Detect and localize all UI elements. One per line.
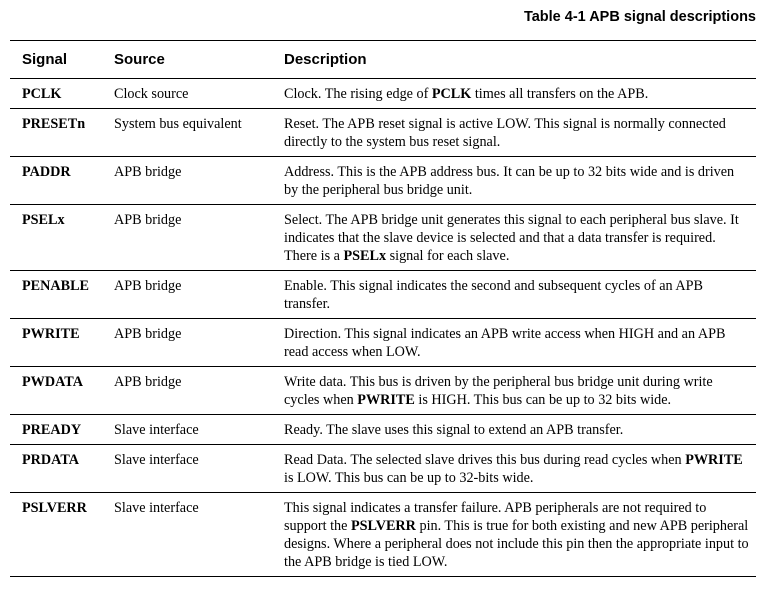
signal-source: APB bridge (102, 319, 272, 367)
table-row (10, 79, 756, 109)
signal-source: Slave interface (102, 415, 272, 445)
description-text: Address. This is the APB address bus. It can be up to 32 bits wide and is driven by the peripheral bus bridge unit. (284, 164, 735, 198)
signal-description (272, 493, 756, 577)
description-text: Enable. This signal indicates the second and subsequent cycles of an APB transfer. (284, 278, 703, 312)
signal-source: APB bridge (102, 271, 272, 319)
signal-name: PCLK (10, 79, 102, 109)
description-text: is HIGH. This bus can be up to 32 bits wide. (414, 392, 672, 408)
description-text: Direction. This signal indicates an APB write access when HIGH and an APB read access when LOW. (284, 326, 726, 360)
description-text: Clock. The rising edge of (284, 86, 432, 102)
description-text: Reset. The APB reset signal is active LOW. This signal is normally connected directly to the system bus reset signal. (284, 116, 726, 150)
table-row (10, 445, 756, 493)
signal-source: APB bridge (102, 367, 272, 415)
table-row (10, 367, 756, 415)
signal-description (272, 79, 756, 109)
header-source: Source (102, 41, 272, 79)
signal-description (272, 205, 756, 271)
signal-name: PENABLE (10, 271, 102, 319)
signal-source: Slave interface (102, 445, 272, 493)
signal-description (272, 445, 756, 493)
description-text: signal for each slave. (386, 248, 510, 264)
signal-source: APB bridge (102, 157, 272, 205)
table-caption: Table 4-1 APB signal descriptions (523, 9, 756, 25)
table-row (10, 109, 756, 157)
table-row (10, 319, 756, 367)
signal-source: Clock source (102, 79, 272, 109)
signal-source: APB bridge (102, 205, 272, 271)
signal-name: PSELx (10, 205, 102, 271)
description-text: pin. This is true for both existing and new APB peripheral designs. Where a peripheral does not include this pin then the appropriate input to the APB bridge is tied LOW. (284, 518, 749, 570)
description-text: This signal indicates a transfer failure. APB peripherals are not required to support the (284, 500, 707, 534)
signal-name: PWDATA (10, 367, 102, 415)
signal-name: PSLVERR (10, 493, 102, 577)
signal-name: PRDATA (10, 445, 102, 493)
description-text: Ready. The slave uses this signal to extend an APB transfer. (284, 422, 624, 438)
table-row (10, 271, 756, 319)
table-row (10, 493, 756, 577)
signal-description (272, 271, 756, 319)
table-row (10, 205, 756, 271)
header-description: Description (272, 41, 756, 79)
signal-description (272, 109, 756, 157)
header-signal: Signal (10, 41, 102, 79)
description-text: Select. The APB bridge unit generates this signal to each peripheral bus slave. It indicates that the slave device is selected and that a data transfer is required. There is a (284, 212, 739, 264)
description-bold-signal: PCLK (431, 86, 472, 102)
signal-source: System bus equivalent (102, 109, 272, 157)
description-text: Write data. This bus is driven by the peripheral bus bridge unit during write cycles when (284, 374, 713, 408)
description-bold-signal: PSELx (343, 248, 387, 264)
signal-source: Slave interface (102, 493, 272, 577)
signal-name: PWRITE (10, 319, 102, 367)
description-bold-signal: PWRITE (357, 392, 415, 408)
description-bold-signal: PSLVERR (351, 518, 416, 534)
signal-name: PRESETn (10, 109, 102, 157)
header-row (10, 41, 756, 79)
signal-name: PADDR (10, 157, 102, 205)
signal-description (272, 367, 756, 415)
signal-description (272, 157, 756, 205)
description-text: Read Data. The selected slave drives this bus during read cycles when (284, 452, 686, 468)
signal-table (10, 40, 756, 577)
signal-description (272, 319, 756, 367)
table-row (10, 157, 756, 205)
description-text: is LOW. This bus can be up to 32-bits wide. (284, 470, 534, 486)
signal-name: PREADY (10, 415, 102, 445)
description-text: times all transfers on the APB. (471, 86, 649, 102)
table-body (10, 79, 756, 577)
description-bold-signal: PWRITE (685, 452, 743, 468)
signal-description (272, 415, 756, 445)
table-row (10, 415, 756, 445)
